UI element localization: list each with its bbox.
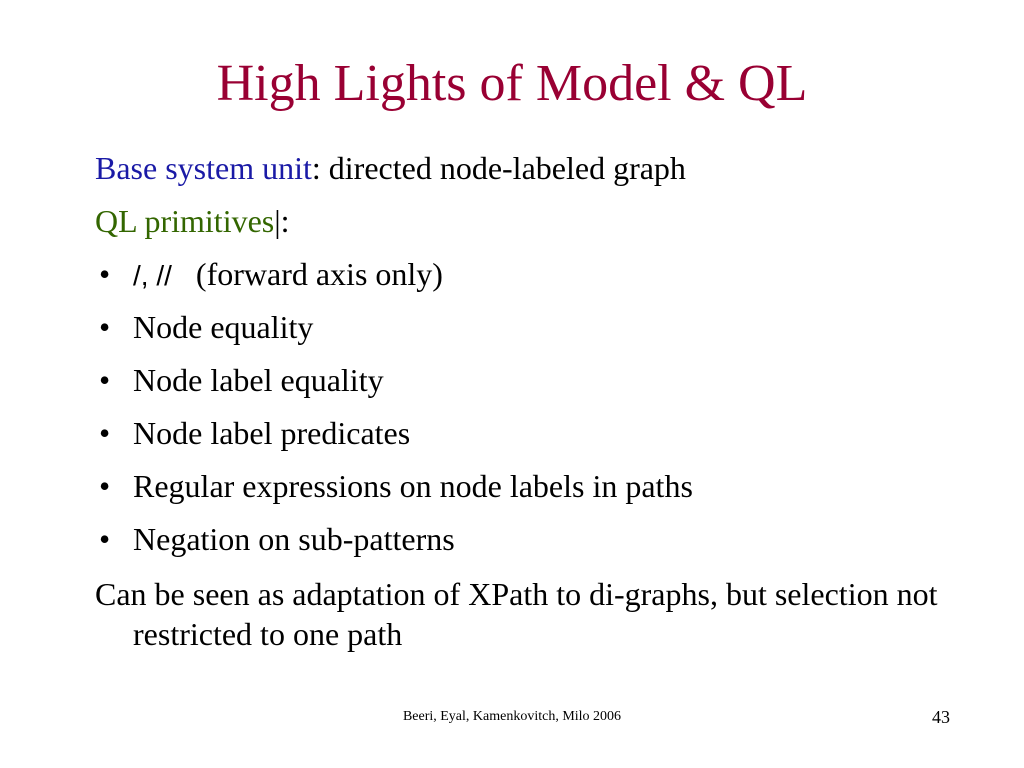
axis-operators: /, // (133, 260, 172, 291)
slide-body (95, 150, 955, 654)
bullet-icon: • (99, 309, 111, 345)
bullet-item-node-equality (95, 309, 955, 362)
bullet-item-node-label-equality (95, 362, 955, 415)
bullet-item-axis (95, 256, 955, 309)
slide-title: High Lights of Model & QL (216, 55, 808, 112)
bullet-item-text: Node equality (133, 309, 314, 345)
base-system-unit-definition: : directed node-labeled graph (311, 150, 686, 186)
bullet-item-text: Regular expressions on node labels in paths (133, 468, 693, 504)
ql-primitives-term: QL primitives (95, 203, 275, 239)
base-system-unit-term: Base system unit (95, 150, 312, 186)
ql-primitives-suffix: |: (274, 203, 290, 239)
bullet-icon: • (99, 415, 111, 451)
bullet-icon: • (99, 468, 111, 504)
bullet-item-text: Node label equality (133, 362, 384, 398)
slide-page-number: 43 (932, 707, 950, 727)
axis-note: (forward axis only) (171, 256, 443, 292)
bullet-item-text: Node label predicates (133, 415, 411, 451)
base-system-unit-line (95, 150, 955, 203)
bullet-icon: • (99, 521, 111, 557)
closing-paragraph: Can be seen as adaptation of XPath to di-graphs, but selection not restricted to one path (95, 576, 938, 652)
bullet-item-regular-expressions (95, 468, 955, 521)
bullet-icon: • (99, 256, 111, 292)
bullet-item-negation (95, 521, 955, 574)
slide-footer: Beeri, Eyal, Kamenkovitch, Milo 2006 (402, 709, 622, 724)
bullet-icon: • (99, 362, 111, 398)
ql-primitives-line (95, 203, 955, 256)
bullet-item-text: Negation on sub-patterns (133, 521, 455, 557)
bullet-item-text (133, 256, 443, 294)
bullet-item-node-label-predicates (95, 415, 955, 468)
